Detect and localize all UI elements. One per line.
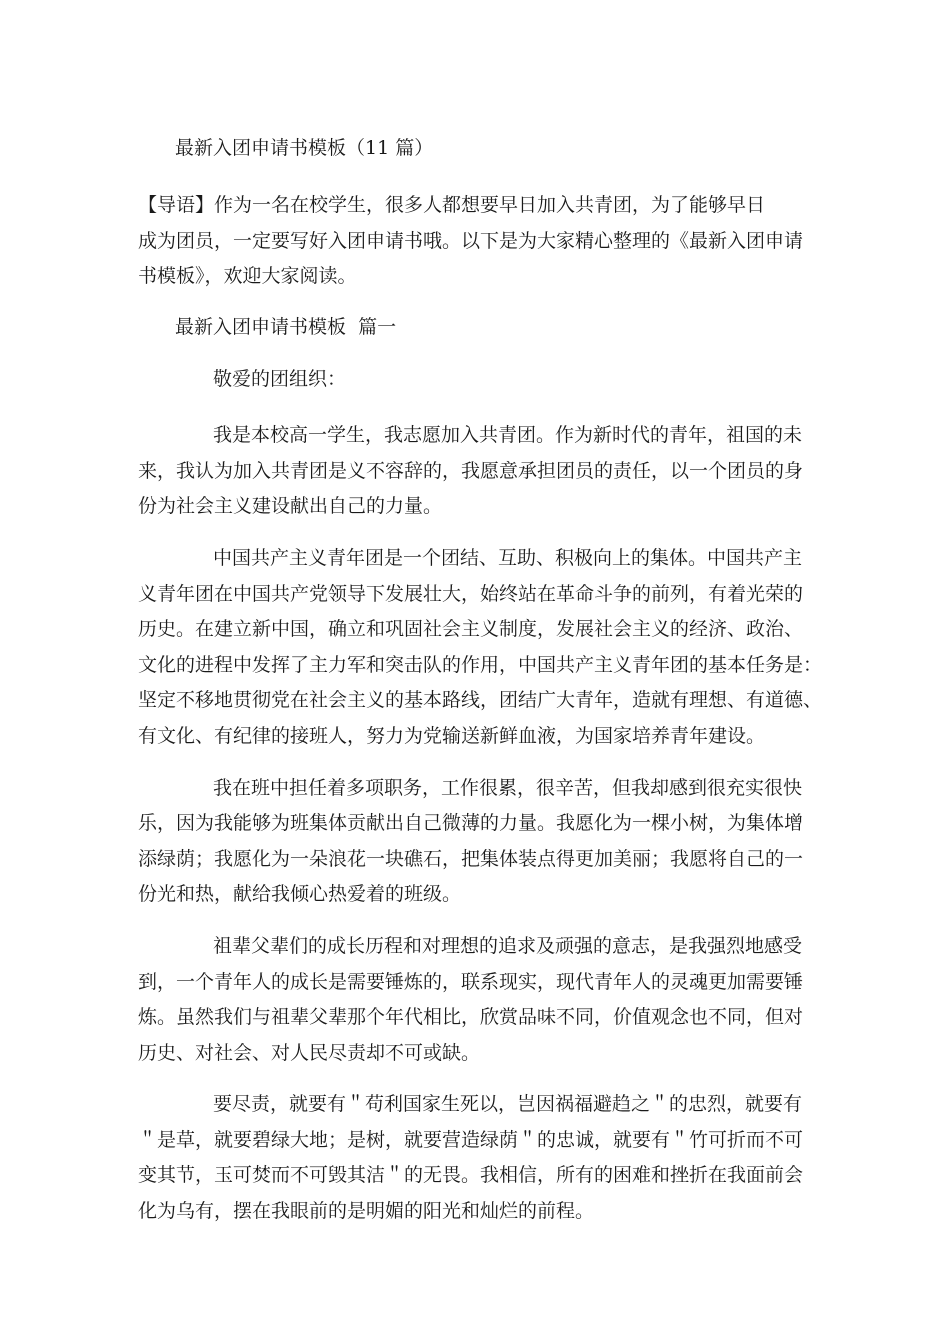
intro-line: 【导语】作为一名在校学生，很多人都想要早日加入共青团，为了能够早日 (138, 194, 766, 216)
paragraph-line: 我在班中担任着多项职务，工作很累，很辛苦，但我却感到很充实很快 (213, 777, 803, 799)
paragraph-line: 要尽责，就要有＂苟利国家生死以，岂因祸福避趋之＂的忠烈，就要有 (213, 1093, 803, 1115)
paragraph-line: 历史。在建立新中国，确立和巩固社会主义制度，发展社会主义的经济、政治、 (138, 618, 804, 640)
paragraph-line: 炼。虽然我们与祖辈父辈那个年代相比，欣赏品味不同，价值观念也不同，但对 (138, 1006, 804, 1028)
intro-line: 书模板》，欢迎大家阅读。 (138, 265, 357, 287)
paragraph-line: 份光和热，献给我倾心热爱着的班级。 (138, 883, 462, 905)
intro-line: 成为团员，一定要写好入团申请书哦。以下是为大家精心整理的《最新入团申请 (138, 230, 804, 252)
paragraph-line: 祖辈父辈们的成长历程和对理想的追求及顽强的意志，是我强烈地感受 (213, 935, 803, 957)
paragraph-line: 历史、对社会、对人民尽责却不可或缺。 (138, 1042, 481, 1064)
paragraph-line: 坚定不移地贯彻党在社会主义的基本路线，团结广大青年，造就有理想、有道德、 (138, 689, 823, 711)
paragraph-line: 来，我认为加入共青团是义不容辞的，我愿意承担团员的责任，以一个团员的身 (138, 460, 804, 482)
paragraph-line: 我是本校高一学生，我志愿加入共青团。作为新时代的青年，祖国的未 (213, 424, 803, 446)
paragraph-line: 添绿荫；我愿化为一朵浪花一块礁石，把集体装点得更加美丽；我愿将自己的一 (138, 848, 804, 870)
paragraph-line: ＂是草，就要碧绿大地；是树，就要营造绿荫＂的忠诚，就要有＂竹可折而不可 (138, 1129, 804, 1151)
paragraph-line: 文化的进程中发挥了主力军和突击队的作用，中国共产主义青年团的基本任务是： (138, 654, 823, 676)
paragraph-line: 义青年团在中国共产党领导下发展壮大，始终站在革命斗争的前列，有着光荣的 (138, 583, 804, 605)
paragraph-line: 变其节，玉可焚而不可毁其洁＂的无畏。我相信，所有的困难和挫折在我面前会 (138, 1164, 804, 1186)
paragraph-line: 化为乌有，摆在我眼前的是明媚的阳光和灿烂的前程。 (138, 1200, 595, 1222)
paragraph-line: 乐，因为我能够为班集体贡献出自己微薄的力量。我愿化为一棵小树，为集体增 (138, 812, 804, 834)
paragraph-line: 份为社会主义建设献出自己的力量。 (138, 495, 443, 517)
paragraph-line: 到，一个青年人的成长是需要锤炼的，联系现实，现代青年人的灵魂更加需要锤 (138, 971, 804, 993)
salutation: 敬爱的团组织： (213, 368, 347, 390)
section-heading: 最新入团申请书模板 篇一 (175, 316, 397, 338)
paragraph-line: 中国共产主义青年团是一个团结、互助、积极向上的集体。中国共产主 (213, 547, 803, 569)
document-title: 最新入团申请书模板（11 篇） (175, 137, 434, 159)
paragraph-line: 有文化、有纪律的接班人，努力为党输送新鲜血液，为国家培养青年建设。 (138, 725, 766, 747)
